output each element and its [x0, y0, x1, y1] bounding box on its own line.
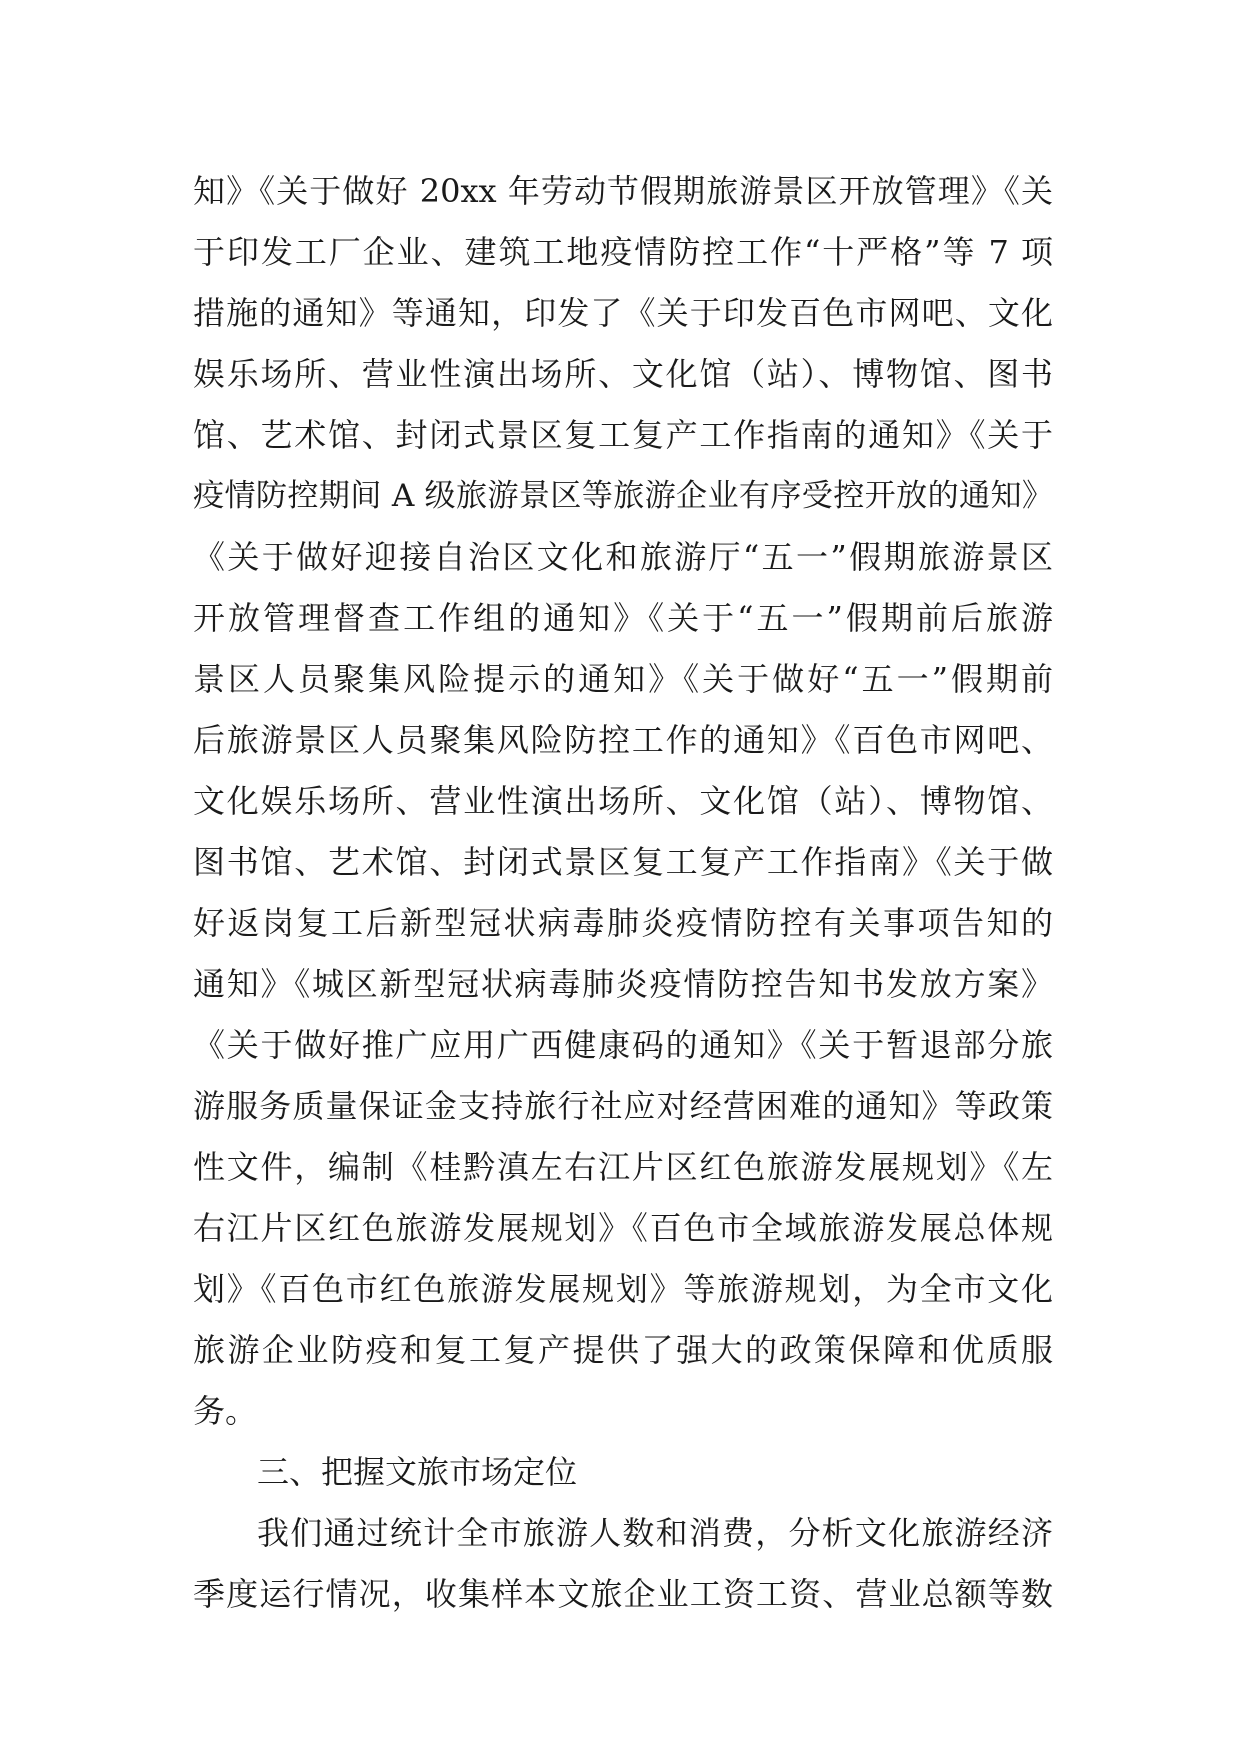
text-line: 馆、艺术馆、封闭式景区复工复产工作指南的通知》《关于	[193, 416, 1053, 454]
text-line: 景区人员聚集风险提示的通知》《关于做好“五一”假期前	[193, 660, 1053, 698]
text-line: 好返岗复工后新型冠状病毒肺炎疫情防控有关事项告知的	[193, 904, 1053, 942]
text-line: 文化娱乐场所、营业性演出场所、文化馆（站）、博物馆、	[193, 782, 1053, 820]
document-body	[193, 161, 1053, 1625]
text-line: 图书馆、艺术馆、封闭式景区复工复产工作指南》《关于做	[193, 843, 1053, 881]
text-line: 游服务质量保证金支持旅行社应对经营困难的通知》等政策	[193, 1087, 1053, 1125]
text-line: 于印发工厂企业、建筑工地疫情防控工作“十严格”等 7 项	[193, 233, 1053, 271]
text-line: 季度运行情况，收集样本文旅企业工资工资、营业总额等数	[193, 1575, 1053, 1613]
section-heading: 三、把握文旅市场定位	[257, 1453, 578, 1491]
text-line: 右江片区红色旅游发展规划》《百色市全域旅游发展总体规	[193, 1209, 1053, 1247]
text-line: 知》《关于做好 20xx 年劳动节假期旅游景区开放管理》《关	[193, 172, 1053, 210]
text-line: 开放管理督查工作组的通知》《关于“五一”假期前后旅游	[193, 599, 1053, 637]
text-line: 通知》《城区新型冠状病毒肺炎疫情防控告知书发放方案》	[193, 965, 1053, 1003]
text-line: 性文件，编制《桂黔滇左右江片区红色旅游发展规划》《左	[193, 1148, 1053, 1186]
paragraph-first-line: 我们通过统计全市旅游人数和消费，分析文化旅游经济	[257, 1514, 1053, 1552]
text-line: 旅游企业防疫和复工复产提供了强大的政策保障和优质服	[193, 1331, 1053, 1369]
text-line: 《关于做好推广应用广西健康码的通知》《关于暂退部分旅	[193, 1026, 1053, 1064]
paragraph-end-line: 务。	[193, 1392, 258, 1430]
text-line: 娱乐场所、营业性演出场所、文化馆（站）、博物馆、图书	[193, 355, 1053, 393]
text-line: 后旅游景区人员聚集风险防控工作的通知》《百色市网吧、	[193, 721, 1053, 759]
text-line: 《关于做好迎接自治区文化和旅游厅“五一”假期旅游景区	[193, 538, 1053, 576]
text-line: 措施的通知》等通知，印发了《关于印发百色市网吧、文化	[193, 294, 1053, 332]
text-line: 划》《百色市红色旅游发展规划》等旅游规划，为全市文化	[193, 1270, 1053, 1308]
text-line: 疫情防控期间 A 级旅游景区等旅游企业有序受控开放的通知》	[193, 478, 1053, 514]
